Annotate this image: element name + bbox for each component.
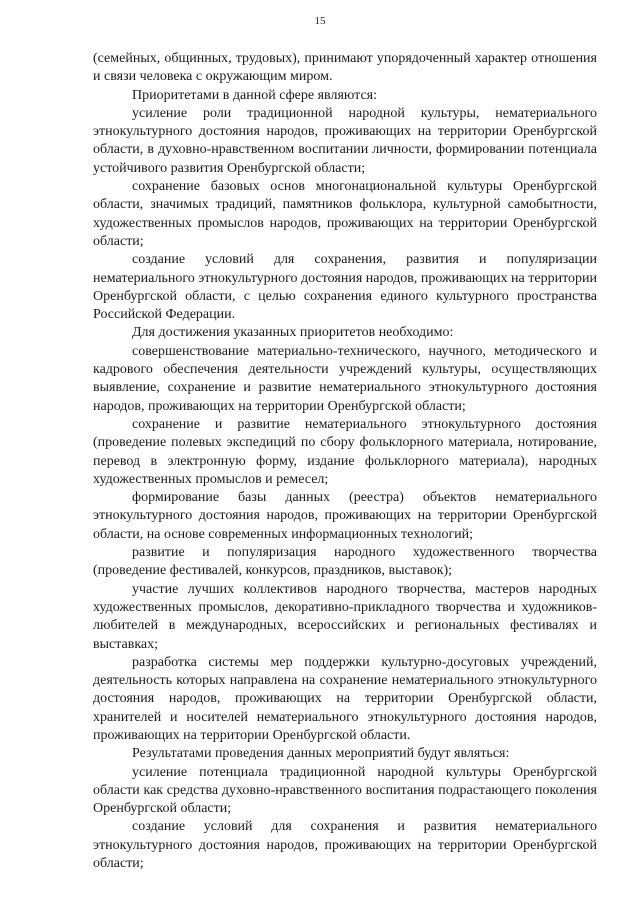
document-body [93,50,597,873]
paragraph-priority-1: усиление роли традиционной народной культуры, нематериального этнокультурного достояния народов, проживающих на территории Оренбургской области, в духовно-нравственном воспитании личности, формировании потенциала устойчивого развития Оренбургской области; [93,105,597,176]
paragraph-requirement-1: совершенствование материально-технического, научного, методического и кадрового обеспечения деятельности учреждений культуры, осуществляющих выявление, сохранение и развитие нематериального этнокультурного достояния народов, проживающих на территории Оренбургской области; [93,343,597,414]
paragraph-requirement-4: развитие и популяризация народного художественного творчества (проведение фестивалей, конкурсов, праздников, выставок); [93,545,597,579]
paragraph-requirement-2: сохранение и развитие нематериального этнокультурного достояния (проведение полевых экспедиций по сбору фольклорного материала, нотирование, перевод в электронную форму, издание фольклорного материала), народных художественных промыслов и ремесел; [93,416,597,487]
paragraph-continuation: (семейных, общинных, трудовых), принимают упорядоченный характер отношения и связи человека с окружающим миром. [93,51,597,85]
paragraph-result-2: создание условий для сохранения и развития нематериального этнокультурного достояния народов, проживающих на территории Оренбургской области; [93,819,597,872]
page-number: 15 [314,15,326,27]
paragraph-priority-3: создание условий для сохранения, развития и популяризации нематериального этнокультурного достояния народов, проживающих на территории Оренбургской области, с целью сохранения единого культурного пространства Российской Федерации. [93,252,597,323]
paragraph-requirement-5: участие лучших коллективов народного творчества, мастеров народных художественных промыслов, декоративно-прикладного творчества и художников-любителей в международных, всероссийских и региональных фестивалях и выставках; [93,581,597,652]
paragraph-requirement-6: разработка системы мер поддержки культурно-досуговых учреждений, деятельность которых направлена на сохранение нематериального этнокультурного достояния народов, проживающих на территории Оренбургской области, хранителей и носителей нематериального этнокультурного достояния народов, проживающих на территории Оренбургской области. [93,654,597,743]
paragraph-priority-2: сохранение базовых основ многонациональной культуры Оренбургской области, значимых традиций, памятников фольклора, культурной самобытности, художественных промыслов народов, проживающих на территории Оренбургской области; [93,179,597,249]
paragraph-priorities-heading: Приоритетами в данной сфере являются: [132,87,377,103]
paragraph-result-1: усиление потенциала традиционной народной культуры Оренбургской области как средства духовно-нравственного воспитания подрастающего поколения Оренбургской области; [93,764,597,817]
paragraph-requirements-heading: Для достижения указанных приоритетов необходимо: [132,325,454,341]
paragraph-results-heading: Результатами проведения данных мероприятий будут являться: [132,746,510,762]
paragraph-requirement-3: формирование базы данных (реестра) объектов нематериального этнокультурного достояния народов, проживающих на территории Оренбургской области, на основе современных информационных технологий; [93,490,597,542]
